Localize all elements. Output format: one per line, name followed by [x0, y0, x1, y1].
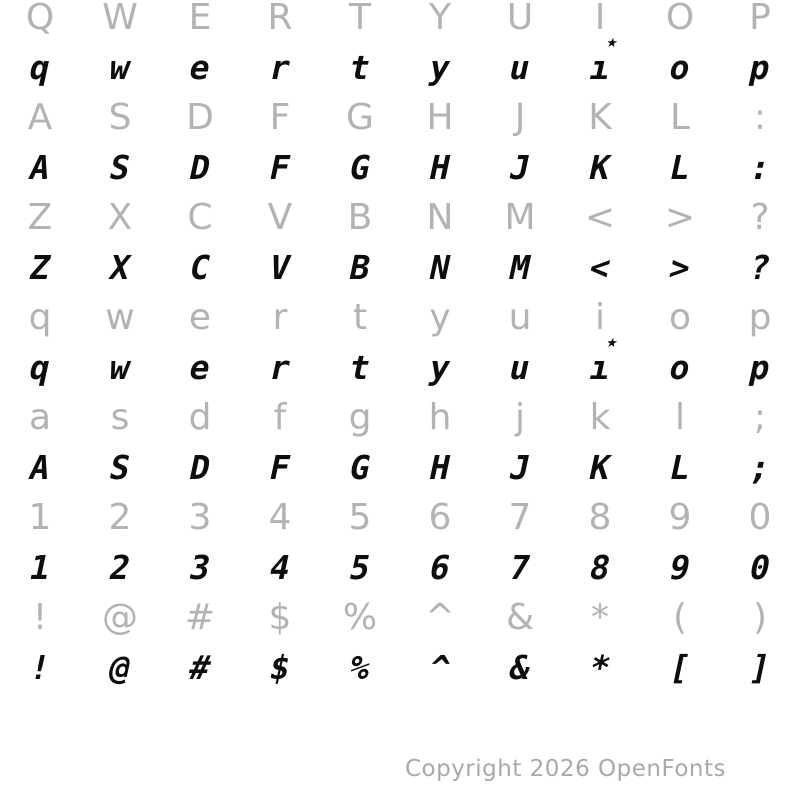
specimen-glyph: ı ★ — [586, 336, 620, 387]
reference-glyph: a — [28, 397, 52, 438]
reference-glyph: l — [674, 397, 685, 438]
reference-row-uppercase-qwerty — [0, 0, 800, 38]
specimen-glyph: D — [186, 148, 215, 187]
reference-row-lowercase-asdf — [0, 398, 800, 438]
reference-glyph: I — [594, 0, 606, 38]
specimen-glyph: q — [26, 348, 55, 387]
specimen-glyph: 3 — [186, 548, 215, 587]
specimen-glyph: o — [666, 48, 695, 87]
reference-glyph: 1 — [28, 497, 52, 538]
specimen-glyph: L — [666, 148, 695, 187]
reference-glyph: ? — [750, 197, 770, 238]
reference-glyph: Q — [25, 0, 55, 38]
reference-glyph: H — [426, 97, 454, 138]
reference-glyph: : — [753, 97, 767, 138]
specimen-glyph: e — [186, 48, 215, 87]
specimen-glyph: G — [346, 148, 375, 187]
specimen-glyph: 8 — [586, 548, 615, 587]
specimen-glyph: M — [506, 248, 535, 287]
reference-glyph: Z — [27, 197, 53, 238]
specimen-glyph: y — [426, 348, 455, 387]
reference-glyph: A — [27, 97, 53, 138]
specimen-glyph: < — [586, 248, 615, 287]
specimen-glyph: [ — [666, 648, 695, 687]
reference-glyph: > — [664, 197, 696, 238]
reference-glyph: % — [342, 597, 378, 638]
specimen-glyph: p — [746, 348, 775, 387]
reference-glyph: 8 — [588, 497, 612, 538]
specimen-glyph: 0 — [746, 548, 775, 587]
reference-glyph: p — [748, 297, 772, 338]
specimen-glyph: F — [266, 148, 295, 187]
specimen-glyph: 5 — [346, 548, 375, 587]
specimen-glyph: 6 — [426, 548, 455, 587]
specimen-glyph: S — [106, 448, 135, 487]
specimen-glyph: r — [266, 348, 295, 387]
reference-glyph: F — [269, 97, 291, 138]
reference-glyph: # — [184, 597, 216, 638]
reference-glyph: * — [591, 597, 609, 638]
reference-glyph: W — [102, 0, 138, 38]
reference-row-uppercase-asdf — [0, 98, 800, 138]
reference-glyph: w — [105, 297, 135, 338]
reference-glyph: C — [187, 197, 213, 238]
reference-glyph: < — [584, 197, 616, 238]
reference-glyph: V — [267, 197, 293, 238]
reference-glyph: ( — [672, 597, 688, 638]
specimen-glyph: K — [586, 148, 615, 187]
specimen-glyph: N — [426, 248, 455, 287]
reference-glyph: o — [668, 297, 692, 338]
reference-glyph: O — [665, 0, 695, 38]
specimen-glyph: 1 — [26, 548, 55, 587]
reference-glyph: u — [508, 297, 532, 338]
specimen-glyph: t — [346, 48, 375, 87]
reference-glyph: g — [348, 397, 372, 438]
specimen-row-symbols — [0, 648, 800, 688]
reference-row-uppercase-zxcv — [0, 198, 800, 238]
reference-glyph: @ — [102, 597, 138, 638]
specimen-glyph: r — [266, 48, 295, 87]
reference-glyph: h — [428, 397, 452, 438]
reference-glyph: $ — [268, 597, 292, 638]
reference-row-symbols — [0, 598, 800, 638]
specimen-row-lowercase-asdf — [0, 448, 800, 488]
reference-glyph: E — [188, 0, 212, 38]
specimen-glyph: A — [26, 448, 55, 487]
reference-glyph: 5 — [348, 497, 372, 538]
specimen-glyph: F — [266, 448, 295, 487]
specimen-glyph: t — [346, 348, 375, 387]
reference-glyph: ; — [753, 397, 767, 438]
reference-glyph: M — [504, 197, 536, 238]
reference-glyph: 0 — [748, 497, 772, 538]
reference-glyph: U — [506, 0, 534, 38]
reference-glyph: & — [505, 597, 535, 638]
reference-glyph: P — [749, 0, 771, 38]
specimen-glyph: X — [106, 248, 135, 287]
specimen-glyph: y — [426, 48, 455, 87]
reference-glyph: ) — [752, 597, 768, 638]
reference-glyph: K — [588, 97, 612, 138]
specimen-glyph: Z — [26, 248, 55, 287]
star-dot-icon: ★ — [604, 36, 620, 51]
specimen-row-uppercase-asdf — [0, 148, 800, 188]
specimen-glyph: $ — [266, 648, 295, 687]
specimen-glyph: 9 — [666, 548, 695, 587]
specimen-glyph: C — [186, 248, 215, 287]
specimen-glyph: 4 — [266, 548, 295, 587]
specimen-glyph: u — [506, 48, 535, 87]
reference-glyph: L — [669, 97, 691, 138]
specimen-glyph: ? — [746, 248, 775, 287]
specimen-glyph: H — [426, 148, 455, 187]
reference-glyph: f — [273, 397, 287, 438]
specimen-glyph: * — [586, 648, 615, 687]
specimen-glyph: e — [186, 348, 215, 387]
reference-glyph: D — [186, 97, 214, 138]
specimen-glyph: L — [666, 448, 695, 487]
reference-glyph: N — [426, 197, 454, 238]
specimen-glyph: A — [26, 148, 55, 187]
reference-glyph: 2 — [108, 497, 132, 538]
specimen-glyph: > — [666, 248, 695, 287]
reference-glyph: B — [347, 197, 373, 238]
specimen-row-lowercase-qwerty — [0, 336, 800, 388]
specimen-glyph: H — [426, 448, 455, 487]
specimen-glyph: B — [346, 248, 375, 287]
specimen-glyph: % — [346, 648, 375, 687]
specimen-glyph: q — [26, 48, 55, 87]
specimen-glyph: 7 — [506, 548, 535, 587]
specimen-glyph: ı ★ — [586, 36, 620, 87]
specimen-glyph: u — [506, 348, 535, 387]
specimen-glyph: ] — [746, 648, 775, 687]
reference-glyph: y — [429, 297, 451, 338]
specimen-glyph: w — [106, 348, 135, 387]
reference-row-lowercase-qwerty — [0, 298, 800, 338]
reference-glyph: e — [188, 297, 212, 338]
specimen-glyph: V — [266, 248, 295, 287]
reference-glyph: J — [514, 97, 526, 138]
reference-glyph: t — [352, 297, 368, 338]
reference-glyph: i — [594, 297, 605, 338]
reference-glyph: ! — [32, 597, 48, 638]
specimen-row-uppercase-zxcv — [0, 248, 800, 288]
specimen-glyph: o — [666, 348, 695, 387]
specimen-glyph: ! — [26, 648, 55, 687]
reference-glyph: k — [589, 397, 611, 438]
specimen-glyph: p — [746, 48, 775, 87]
specimen-glyph: & — [506, 648, 535, 687]
specimen-glyph: 2 — [106, 548, 135, 587]
reference-glyph: R — [267, 0, 293, 38]
reference-glyph: j — [514, 397, 525, 438]
reference-glyph: r — [272, 297, 288, 338]
reference-glyph: S — [108, 97, 132, 138]
specimen-glyph: G — [346, 448, 375, 487]
reference-glyph: 3 — [188, 497, 212, 538]
specimen-glyph: K — [586, 448, 615, 487]
reference-glyph: X — [107, 197, 133, 238]
reference-glyph: d — [188, 397, 212, 438]
specimen-glyph: w — [106, 48, 135, 87]
specimen-glyph: # — [186, 648, 215, 687]
reference-glyph: 4 — [268, 497, 292, 538]
specimen-glyph: D — [186, 448, 215, 487]
reference-glyph: T — [349, 0, 371, 38]
specimen-glyph: : — [746, 148, 775, 187]
reference-glyph: Y — [429, 0, 451, 38]
reference-glyph: 7 — [508, 497, 532, 538]
reference-glyph: s — [110, 397, 130, 438]
reference-glyph: ^ — [424, 597, 456, 638]
reference-glyph: G — [346, 97, 374, 138]
copyright-text: Copyright 2026 OpenFonts — [404, 756, 726, 782]
reference-glyph: q — [28, 297, 52, 338]
specimen-glyph: ^ — [426, 648, 455, 687]
reference-glyph: 9 — [668, 497, 692, 538]
reference-glyph: 6 — [428, 497, 452, 538]
reference-row-digits — [0, 498, 800, 538]
specimen-glyph: S — [106, 148, 135, 187]
specimen-glyph: J — [506, 148, 535, 187]
specimen-row-uppercase-qwerty — [0, 36, 800, 88]
star-dot-icon: ★ — [604, 336, 620, 351]
specimen-glyph: J — [506, 448, 535, 487]
specimen-glyph: ; — [746, 448, 775, 487]
specimen-glyph: @ — [106, 648, 135, 687]
specimen-row-digits — [0, 548, 800, 588]
